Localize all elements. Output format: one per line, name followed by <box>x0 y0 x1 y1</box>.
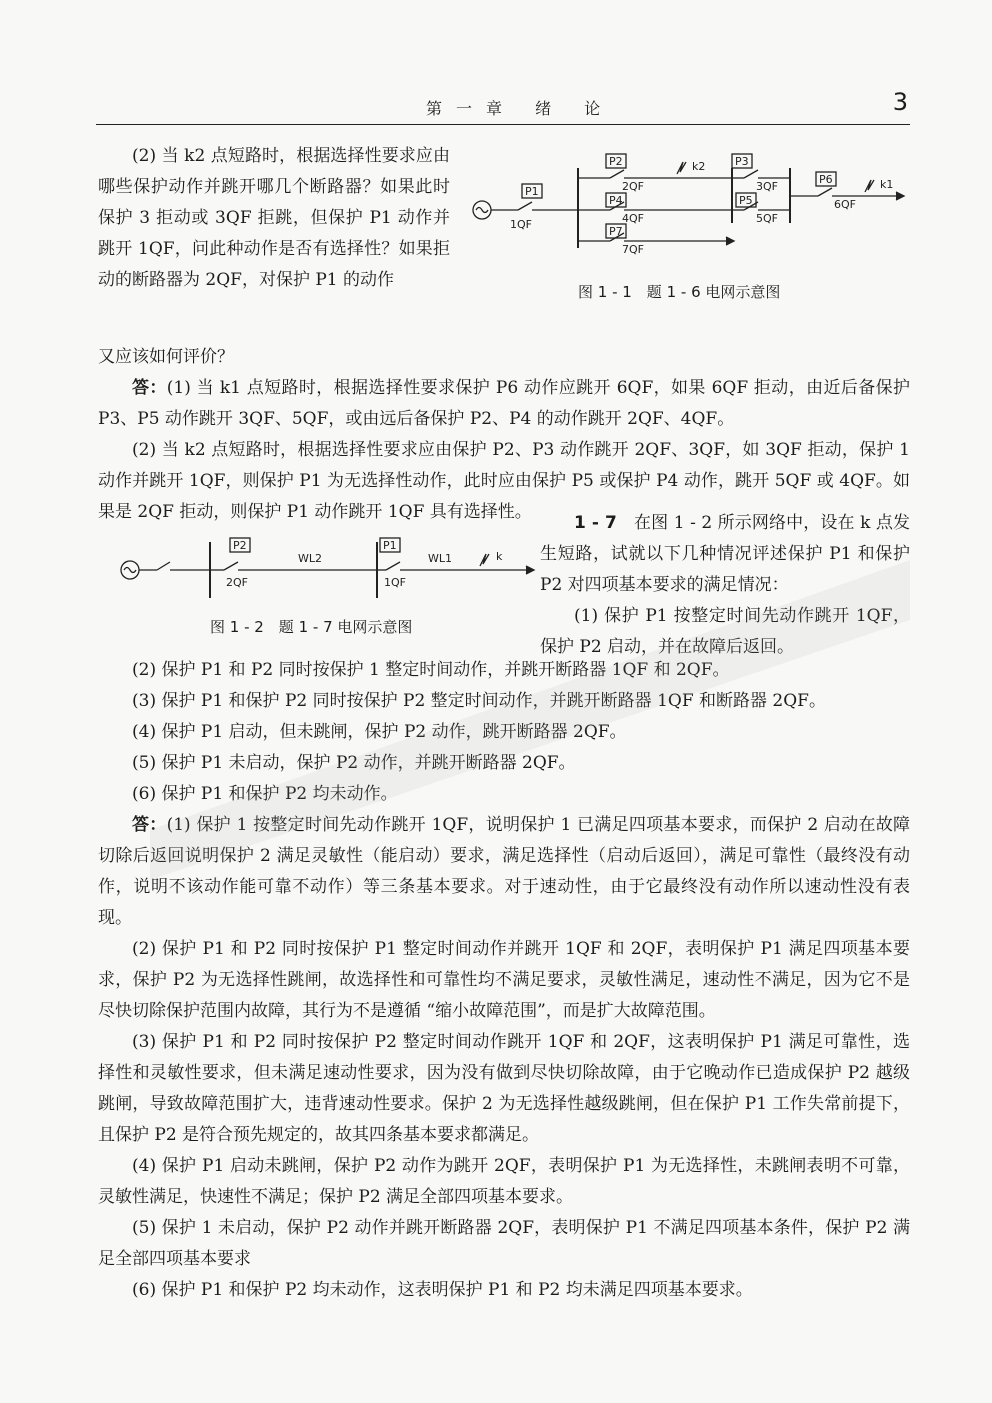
fault-k1-symbol <box>865 180 874 192</box>
label-3qf: 3QF <box>756 180 778 193</box>
answer-1-7-para-1 <box>98 810 910 934</box>
label-k: k <box>496 550 503 563</box>
label-p1: P1 <box>525 185 539 198</box>
question-1-7-case-5: (5) 保护 P1 未启动，保护 P2 动作，并跳开断路器 2QF。 <box>132 753 576 773</box>
answer-label: 答： <box>132 378 167 398</box>
breaker-1qf <box>518 202 532 210</box>
label-6qf: 6QF <box>834 198 856 211</box>
page-header <box>96 88 910 125</box>
label-wl1: WL1 <box>428 552 453 565</box>
breaker-unnamed <box>157 562 170 570</box>
label-1qf-fig2: 1QF <box>384 576 406 589</box>
question-1-7-case-3: (3) 保护 P1 和保护 P2 同时按保护 P2 整定时间动作，并跳开断路器 1QF 和断路器 2QF。 <box>132 691 826 711</box>
fault-k-symbol <box>480 554 489 566</box>
question-1-7-cases-and-answer <box>98 655 910 1306</box>
label-5qf: 5QF <box>756 212 778 225</box>
figure-1-1-caption: 图 1 - 1 题 1 - 6 电网示意图 <box>578 283 781 301</box>
label-p5: P5 <box>739 194 753 207</box>
question-1-7-case-2: (2) 保护 P1 和 P2 同时按保护 1 整定时间动作，并跳开断路器 1QF 和 2QF。 <box>132 660 730 680</box>
question-last-line: 又应该如何评价？ <box>98 347 234 367</box>
answer-label-2: 答： <box>132 815 167 835</box>
figure-1-2-diagram <box>112 532 542 607</box>
label-1qf: 1QF <box>510 218 532 231</box>
answer-1-7-para-4: (4) 保护 P1 启动未跳闸，保护 P2 动作为跳开 2QF，表明保护 P1 为无选择性，未跳闸表明不可靠，灵敏性满足，快速性不满足；保护 P2 满足全部四项基本要求。 <box>98 1156 910 1207</box>
label-7qf: 7QF <box>622 243 644 256</box>
label-4qf: 4QF <box>622 212 644 225</box>
question-1-7-case-6: (6) 保护 P1 和保护 P2 均未动作。 <box>132 784 398 804</box>
question-paragraph: (2) 当 k2 点短路时，根据选择性要求应由哪些保护动作并跳开哪几个断路器？如果此时保护 3 拒动或 3QF 拒跳，但保护 P1 动作并跳开 1QF，问此种动作是否有选择性？如果拒动的断路器为 2QF，对保护 P1 的动作 <box>98 146 450 290</box>
label-p1-fig2: P1 <box>383 539 397 552</box>
question-number: 1 - 7 <box>574 513 617 533</box>
label-2qf: 2QF <box>622 180 644 193</box>
page-number: 3 <box>892 88 908 116</box>
label-k2: k2 <box>692 160 706 173</box>
figure-1-2-caption: 图 1 - 2 题 1 - 7 电网示意图 <box>210 618 413 636</box>
answer-1-7-para-2: (2) 保护 P1 和 P2 同时按保护 P1 整定时间动作并跳开 1QF 和 2QF，表明保护 P1 满足四项基本要求，保护 P2 为无选择性跳闸，故选择性和可靠性均不满足要求，灵敏性满足，速动性不满足，因为它不是尽快切除保护范围内故障，其行为不是遵循 “缩小故障范围”，而是扩大故障范围。 <box>98 939 910 1021</box>
breaker-2qf <box>224 562 238 570</box>
question-1-7-case-1: (1) 保护 P1 按整定时间先动作跳开 1QF，保护 P2 启动，并在故障后返回。 <box>540 606 910 657</box>
answer-1-7-text-1: (1) 保护 1 按整定时间先动作跳开 1QF，说明保护 1 已满足四项基本要求，而保护 2 启动在故障切除后返回说明保护 2 满足灵敏性（能启动）要求，满足选择性（启动后返回），满足可靠性（最终没有动作，说明不该动作能可靠不动作）等三条基本要求。对于速动性，由于它最终没有动作所以速动性没有表现。 <box>98 815 911 928</box>
label-2qf-fig2: 2QF <box>226 576 248 589</box>
figure-1-1-diagram <box>470 148 910 298</box>
chapter-title: 第一章 绪 论 <box>426 99 615 118</box>
breaker-1qf-2 <box>386 562 400 570</box>
label-p3: P3 <box>735 155 749 168</box>
label-k1: k1 <box>880 178 894 191</box>
label-p7: P7 <box>609 225 623 238</box>
label-p4: P4 <box>609 194 623 207</box>
label-p2: P2 <box>609 155 623 168</box>
answer-1-6-para-2: (2) 当 k2 点短路时，根据选择性要求应由保护 P2、P3 动作跳开 2QF、3QF，如 3QF 拒动，保护 1 动作并跳开 1QF，则保护 P1 为无选择性动作，此时应由保护 P5 或保护 P4 动作，跳开 5QF 或 4QF。如果是 2QF 拒动，则保护 P1 动作跳开 1QF 具有选择性。 <box>98 440 910 522</box>
question-1-7-stem-text: 在图 1 - 2 所示网络中，设在 k 点发生短路，试就以下几种情况评述保护 P1 和保护 P2 对四项基本要求的满足情况： <box>540 513 910 595</box>
question-1-7 <box>540 508 910 663</box>
question-1-6-continued <box>98 141 450 296</box>
answer-1-7-para-6: (6) 保护 P1 和保护 P2 均未动作，这表明保护 P1 和 P2 均未满足四项基本要求。 <box>132 1280 753 1300</box>
answer-1-6-para-1 <box>98 373 910 435</box>
answer-1-7-para-5: (5) 保护 1 未启动，保护 P2 动作并跳开断路器 2QF，表明保护 P1 不满足四项基本条件，保护 P2 满足全部四项基本要求 <box>98 1218 910 1269</box>
answer-1-6-text-1: (1) 当 k1 点短路时，根据选择性要求保护 P6 动作应跳开 6QF，如果 6QF 拒动，由近后备保护 P3、P5 动作跳开 3QF、5QF，或由远后备保护 P2、P4 的动作跳开 2QF、4QF。 <box>98 378 911 429</box>
label-p6: P6 <box>819 173 833 186</box>
fault-k2-symbol <box>677 162 686 174</box>
label-wl2: WL2 <box>298 552 323 565</box>
question-1-7-stem <box>540 508 910 601</box>
question-1-7-case-4: (4) 保护 P1 启动，但未跳闸，保护 P2 动作，跳开断路器 2QF。 <box>132 722 627 742</box>
answer-1-6 <box>98 342 910 528</box>
label-p2-fig2: P2 <box>233 539 247 552</box>
answer-1-7-para-3: (3) 保护 P1 和 P2 同时按保护 P2 整定时间动作跳开 1QF 和 2QF，这表明保护 P1 满足可靠性，选择性和灵敏性要求，但未满足速动性要求，因为没有做到尽快切除故障，由于它晚动作已造成保护 P2 越级跳闸，导致故障范围扩大，违背速动性要求。保护 2 为无选择性越级跳闸，但在保护 P1 工作失常前提下，且保护 P2 是符合预先规定的，故其四条基本要求都满足。 <box>98 1032 910 1145</box>
